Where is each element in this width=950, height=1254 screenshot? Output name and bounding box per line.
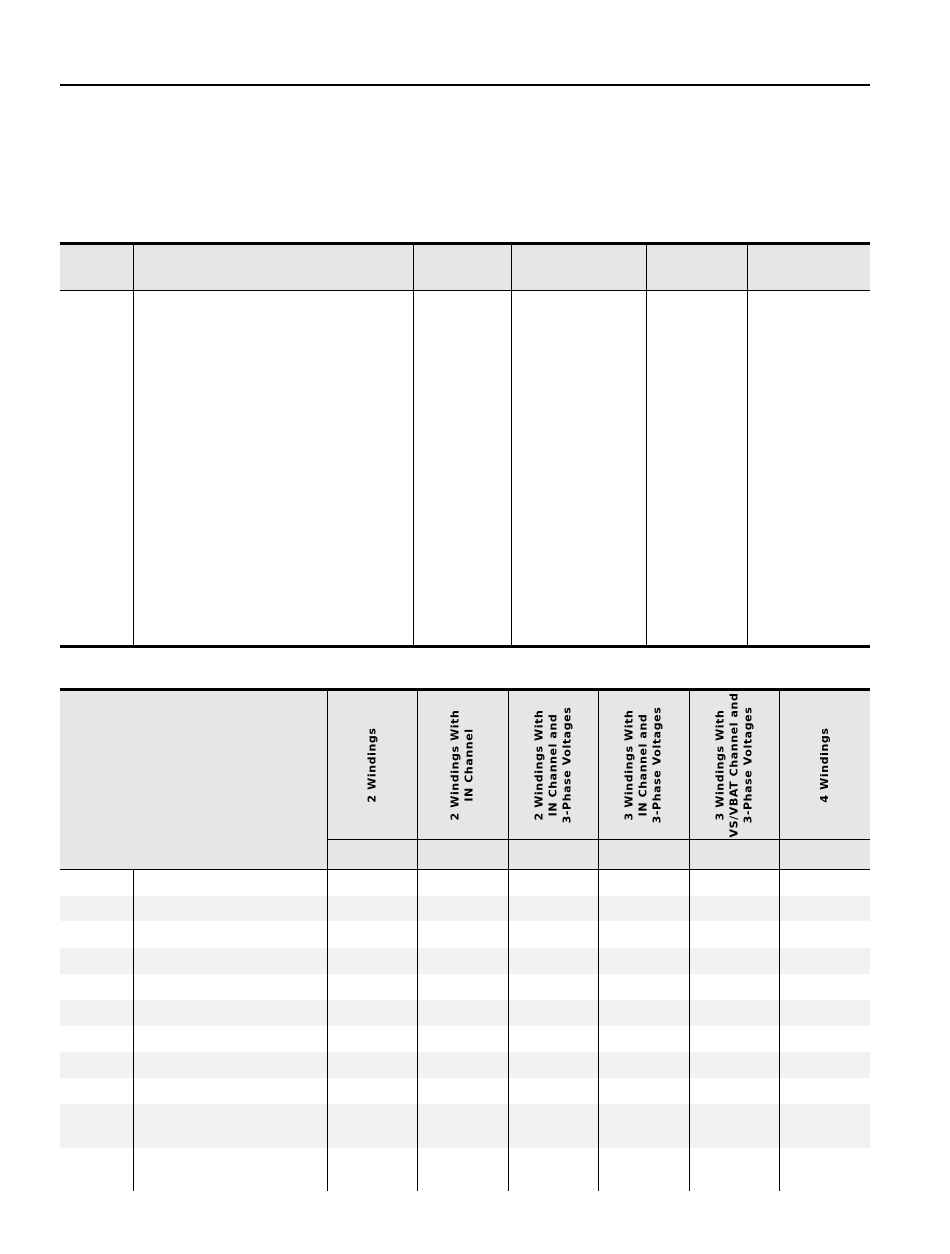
- table2-header-bottom-divider: [60, 869, 870, 870]
- column-header-label: 2 Windings With IN Channel: [448, 709, 476, 821]
- table1-col-divider: [646, 245, 647, 645]
- column-header-2-windings: [328, 691, 417, 839]
- column-header-label: 2 Windings With IN Channel and 3-Phase Voltages: [532, 706, 574, 824]
- table-row: [60, 1000, 870, 1026]
- column-header-3-windings-in-3ph: [599, 691, 688, 839]
- column-header-2-windings-in-3ph: [509, 691, 598, 839]
- table1-bottom-rule: [60, 645, 870, 648]
- table2-col-divider: [598, 691, 599, 1191]
- column-header-3-windings-vs-3ph: [690, 691, 779, 839]
- table1-col-divider: [747, 245, 748, 645]
- table2-col-divider: [133, 869, 134, 1191]
- table1-col-divider: [511, 245, 512, 645]
- table2-col-divider: [689, 691, 690, 1191]
- table2-col-divider: [508, 691, 509, 1191]
- table2-col-divider: [417, 691, 418, 1191]
- column-header-label: 3 Windings With VS/VBAT Channel and 3-Phase Voltages: [713, 692, 755, 838]
- table-row: [60, 896, 870, 921]
- table-row: [60, 948, 870, 974]
- table1-col-divider: [413, 245, 414, 645]
- column-header-label: 4 Windings: [818, 727, 831, 803]
- page-header-rule: [60, 84, 870, 86]
- column-header-label: 3 Windings With IN Channel and 3-Phase Voltages: [622, 706, 664, 824]
- column-header-2-windings-in: [418, 691, 507, 839]
- table-row: [60, 1052, 870, 1078]
- column-header-label: 2 Windings: [365, 727, 379, 803]
- table-row: [60, 1104, 870, 1148]
- table2-col-divider: [779, 691, 780, 1191]
- table1-header-divider: [60, 290, 870, 291]
- table1-col-divider: [133, 245, 134, 645]
- table1-header-row: [60, 245, 870, 290]
- table2-col-divider: [327, 691, 328, 1191]
- column-header-4-windings: [780, 691, 870, 839]
